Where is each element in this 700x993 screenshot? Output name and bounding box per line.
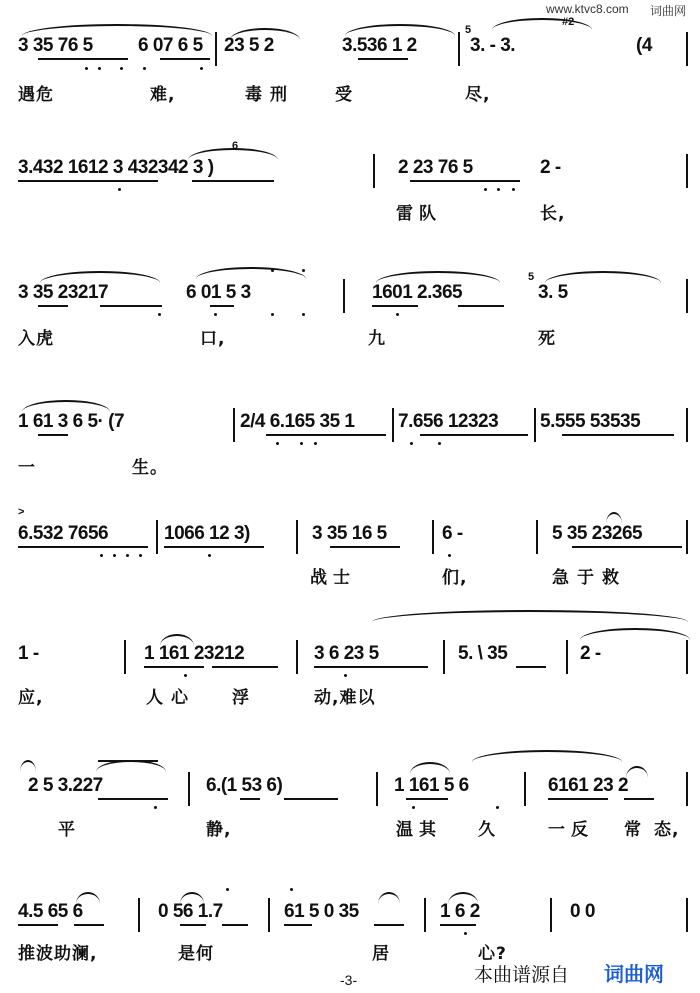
lyric: 动,难以 [314,688,376,708]
underline [266,434,386,436]
lyric: 遇危 [18,85,54,105]
underline [222,924,248,926]
underline [420,434,528,436]
barline [458,32,460,66]
slur [230,28,300,40]
measure: 2 - [540,157,561,178]
measure: 3 35 16 5 [312,523,387,544]
slur [345,24,455,36]
underline [284,798,338,800]
slur [372,610,688,622]
octave-dot [184,674,187,677]
lyric: 一反 [548,820,594,840]
barline [296,640,298,674]
slur [545,271,661,283]
lyric: 居 [372,944,390,964]
barline [376,772,378,806]
octave-dot [271,313,274,316]
slur [20,760,36,772]
barline [550,898,552,932]
underline [144,666,204,668]
underline [358,58,408,60]
lyric: 温其 [396,820,442,840]
barline [534,408,536,442]
slur [472,750,622,762]
measure: 2/4 6.165 35 1 [240,411,355,432]
underline [406,798,448,800]
lyric: 常 [624,820,642,840]
underline [548,798,608,800]
accent-mark: > [18,506,25,518]
octave-dot [271,269,274,272]
measure: 4.5 65 6 [18,901,83,922]
lyric: 长, [540,204,566,224]
octave-dot [302,269,305,272]
underline [38,305,68,307]
barline [686,408,688,442]
lyric: 急于救 [552,568,627,588]
octave-dot [208,554,211,557]
barline [686,520,688,554]
octave-dot [396,313,399,316]
slur [40,271,160,283]
measure: 5.555 53535 [540,411,641,432]
octave-dot [118,188,121,191]
measure: 0 0 [570,901,595,922]
measure: 61 5 0 35 [284,901,359,922]
barline [686,772,688,806]
measure: 1 6 2 [440,901,480,922]
barline [432,520,434,554]
slur [196,267,306,279]
octave-dot [484,188,487,191]
measure: 3 35 76 5 [18,35,93,56]
lyric: 是何 [178,944,214,964]
measure: 2 5 3.227 [28,775,103,796]
underline [192,180,274,182]
slur [76,892,100,904]
source-caption: 本曲谱源自 [474,964,570,986]
slur [448,892,478,904]
underline [410,180,520,182]
lyric: 生。 [132,458,168,478]
measure: 0 56 1.7 [158,901,223,922]
lyric: 浮 [232,688,250,708]
lyric: 死 [538,329,556,349]
measure: 6161 23 2 [548,775,629,796]
lyric: 推波助澜, [18,944,98,964]
barline [424,898,426,932]
lyric: 受 [335,85,353,105]
octave-dot [120,67,123,70]
measure: 1 161 23212 [144,643,245,664]
barline [373,154,375,188]
measure: 3. 5 [538,282,568,303]
measure: 7.656 12323 [398,411,499,432]
slur [180,892,204,904]
barline [686,279,688,313]
lyric: 尽, [465,85,491,105]
barline [566,640,568,674]
measure: 3.432 1612 3 432342 3 ) [18,157,214,178]
slur [22,400,110,412]
measure: 2 23 76 5 [398,157,473,178]
octave-dot [300,442,303,445]
measure: 23 5 2 [224,35,274,56]
slur [160,634,194,646]
measure: 2 - [580,643,601,664]
octave-dot [200,67,203,70]
underline [440,924,476,926]
octave-dot [410,442,413,445]
underline [18,924,58,926]
slur [626,766,648,778]
octave-dot [158,313,161,316]
barline [536,520,538,554]
measure: 5. \ 35 [458,643,508,664]
watermark-site: 词曲网 [650,4,687,18]
underline [38,58,128,60]
underline [180,924,206,926]
measure: 1601 2.365 [372,282,463,303]
underline [330,546,400,548]
underline [74,924,104,926]
underline [38,434,68,436]
grace-note: 5 [528,271,535,283]
barline [296,520,298,554]
lyric: 们, [442,568,468,588]
octave-dot [302,313,305,316]
underline [98,760,158,762]
underline [624,798,654,800]
underline [164,546,264,548]
octave-dot [448,554,451,557]
barline [156,520,158,554]
watermark-url: www.ktvc8.com [546,2,629,16]
slur [606,512,622,524]
barline [686,898,688,932]
measure: 3. - 3. [470,35,516,56]
octave-dot [344,674,347,677]
measure: 6 - [442,523,463,544]
underline [284,924,312,926]
lyric: 毒刑 [245,85,295,105]
barline [188,772,190,806]
underline [516,666,546,668]
grace-note: 5 [465,24,472,36]
measure: 6 01 5 3 [186,282,251,303]
underline [314,666,428,668]
barline [343,279,345,313]
measure: 3.536 1 2 [342,35,417,56]
slur [378,892,400,904]
slur [188,148,278,160]
octave-dot [226,888,229,891]
barline [443,640,445,674]
slur [410,762,450,774]
slur [22,24,212,36]
measure: 5 35 23265 [552,523,643,544]
measure: 6.(1 53 6) [206,775,283,796]
measure: 3 6 23 5 [314,643,379,664]
underline [562,434,674,436]
underline [212,666,278,668]
barline [524,772,526,806]
site-logo: 词曲网 [604,962,664,986]
slur [376,271,500,283]
octave-dot [154,806,157,809]
lyric: 人心 [146,688,196,708]
octave-dot [496,806,499,809]
barline [124,640,126,674]
octave-dot [100,554,103,557]
barline [138,898,140,932]
octave-dot [290,888,293,891]
barline [392,408,394,442]
lyric: 心? [478,944,507,964]
slur [492,18,592,30]
underline [160,58,210,60]
barline [215,32,217,66]
lyric: 雷队 [396,204,442,224]
lyric: 应, [18,688,44,708]
measure: 1 61 3 6 5· (7 [18,411,125,432]
lyric: 久 [478,820,496,840]
barline [686,32,688,66]
lyric: 入虎 [18,329,54,349]
measure: 1 161 5 6 [394,775,469,796]
underline [18,180,158,182]
octave-dot [497,188,500,191]
lyric: 静, [206,820,232,840]
lyric: 难, [150,85,176,105]
octave-dot [412,806,415,809]
measure: 3 35 23217 [18,282,109,303]
underline [100,305,162,307]
underline [374,924,404,926]
lyric: 九 [368,329,386,349]
grace-note: #2 [562,16,575,28]
barline [268,898,270,932]
measure: 1066 12 3) [164,523,250,544]
underline [458,305,504,307]
barline [233,408,235,442]
lyric: 一 [18,458,36,478]
octave-dot [143,67,146,70]
octave-dot [276,442,279,445]
octave-dot [512,188,515,191]
octave-dot [113,554,116,557]
octave-dot [438,442,441,445]
octave-dot [214,313,217,316]
octave-dot [139,554,142,557]
measure: 6 07 6 5 [138,35,203,56]
octave-dot [314,442,317,445]
underline [240,798,260,800]
grace-note: 6 [232,140,239,152]
slur [580,628,690,640]
lyric: 战士 [310,568,356,588]
barline [686,640,688,674]
octave-dot [126,554,129,557]
underline [372,305,418,307]
octave-dot [98,67,101,70]
page-number: -3- [340,972,358,988]
measure: 6.532 7656 [18,523,109,544]
underline [210,305,234,307]
lyric: 态, [654,820,680,840]
lyric: 口, [200,329,226,349]
barline [686,154,688,188]
underline [98,798,168,800]
underline [18,546,148,548]
lyric: 平 [58,820,76,840]
octave-dot [464,932,467,935]
octave-dot [85,67,88,70]
underline [572,546,682,548]
measure: 1 - [18,643,39,664]
measure: (4 [636,35,652,56]
